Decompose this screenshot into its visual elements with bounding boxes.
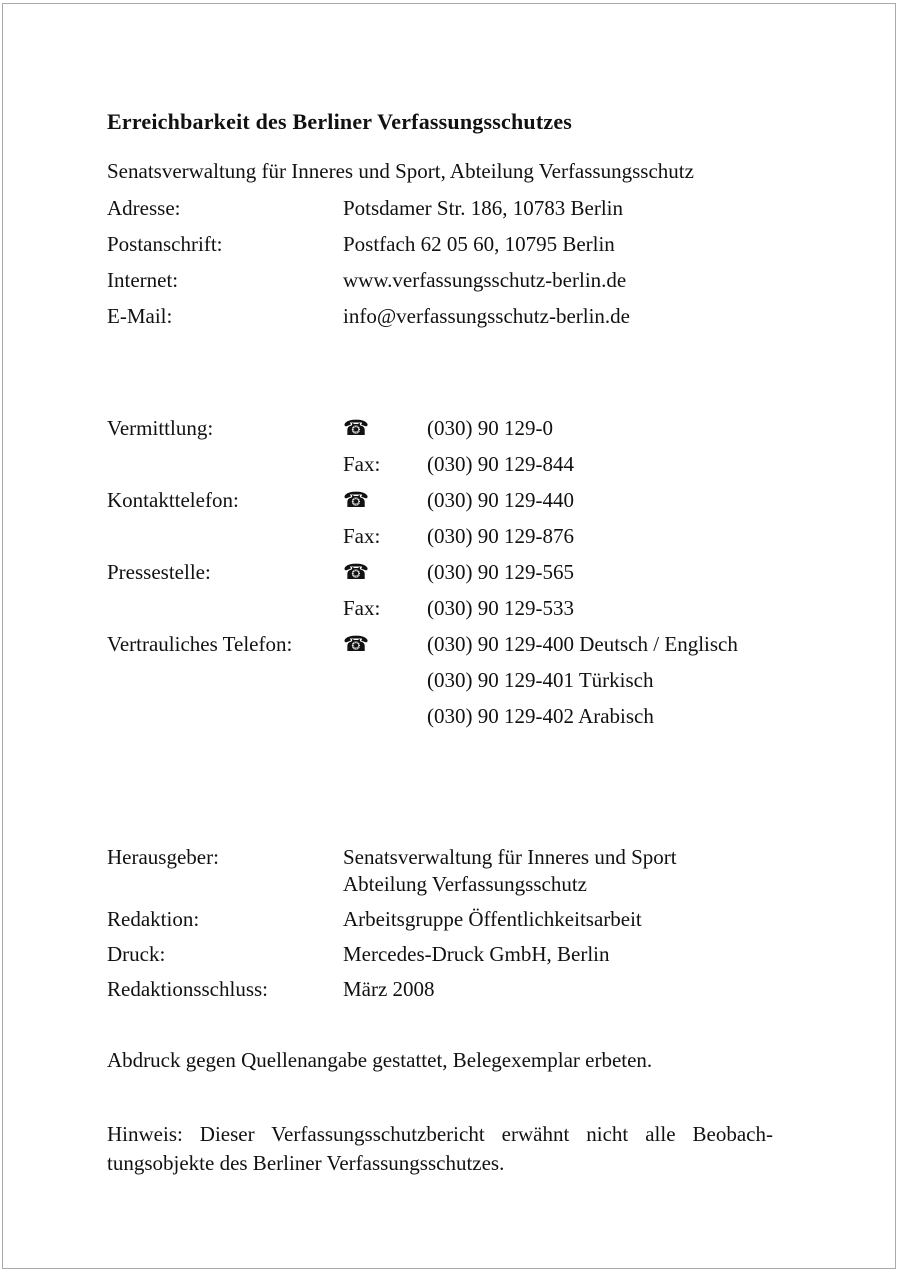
phone-number: (030) 90 129-565 [427, 560, 574, 584]
contact-row-email [107, 298, 773, 334]
imprint-value: Arbeitsgruppe Öffentlichkeitsarbeit [343, 907, 642, 931]
contact-value: Postfach 62 05 60, 10795 Berlin [343, 232, 615, 256]
phone-row-fax [107, 590, 773, 626]
fax-label: Fax: [343, 596, 381, 620]
imprint-row-redaktionsschluss [107, 976, 773, 1003]
page-content [3, 4, 895, 1178]
hinweis-note [107, 1120, 773, 1178]
fax-label: Fax: [343, 524, 381, 548]
phone-number: (030) 90 129-401 Türkisch [427, 668, 654, 692]
contact-label: Adresse: [107, 196, 181, 220]
hinweis-line-1: Hinweis: Dieser Verfassungsschutzbericht erwähnt nicht alle Beobach- [107, 1122, 773, 1146]
fax-number: (030) 90 129-876 [427, 524, 574, 548]
subtitle-department: Senatsverwaltung für Inneres und Sport, Abteilung Verfassungsschutz [107, 159, 694, 183]
phone-icon: ☎ [343, 416, 370, 440]
contact-label: Internet: [107, 268, 179, 292]
imprint-row-herausgeber [107, 844, 773, 898]
imprint-value: März 2008 [343, 977, 435, 1001]
phone-icon: ☎ [343, 560, 370, 584]
phone-row-tuerkisch [107, 662, 773, 698]
fax-number: (030) 90 129-844 [427, 452, 574, 476]
phone-number: (030) 90 129-400 Deutsch / Englisch [427, 632, 738, 656]
imprint-label: Druck: [107, 942, 166, 966]
phone-row-fax [107, 446, 773, 482]
phone-row-vertrauliches-telefon [107, 626, 773, 662]
phone-number: (030) 90 129-440 [427, 488, 574, 512]
phone-row-arabisch [107, 698, 773, 734]
phone-icon: ☎ [343, 632, 370, 656]
fax-label: Fax: [343, 452, 381, 476]
reprint-permission-note: Abdruck gegen Quellenangabe gestattet, Belegexemplar erbeten. [107, 1048, 653, 1072]
contact-label: Postanschrift: [107, 232, 223, 256]
contact-value: Potsdamer Str. 186, 10783 Berlin [343, 196, 623, 220]
phone-label: Kontakttelefon: [107, 488, 239, 512]
imprint-label: Herausgeber: [107, 845, 219, 869]
website-url: www.verfassungsschutz-berlin.de [343, 268, 627, 292]
phone-label: Vertrauliches Telefon: [107, 632, 293, 656]
document-page [2, 3, 896, 1269]
imprint-label: Redaktion: [107, 907, 200, 931]
imprint-row-druck [107, 941, 773, 968]
phone-row-pressestelle [107, 554, 773, 590]
contact-row-postanschrift [107, 226, 773, 262]
phone-number: (030) 90 129-402 Arabisch [427, 704, 654, 728]
email-address: info@verfassungsschutz-berlin.de [343, 304, 631, 328]
imprint-value-line: Senatsverwaltung für Inneres und Sport [343, 845, 677, 869]
imprint-value-line: Abteilung Verfassungsschutz [343, 872, 587, 896]
phone-label: Vermittlung: [107, 416, 214, 440]
imprint-row-redaktion [107, 906, 773, 933]
contact-label: E-Mail: [107, 304, 173, 328]
hinweis-line-2: tungsobjekte des Berliner Verfassungsschutzes. [107, 1151, 505, 1175]
contact-address-block [107, 190, 773, 334]
phone-label: Pressestelle: [107, 560, 211, 584]
fax-number: (030) 90 129-533 [427, 596, 574, 620]
phone-row-fax [107, 518, 773, 554]
imprint-label: Redaktionsschluss: [107, 977, 268, 1001]
imprint-value: Mercedes-Druck GmbH, Berlin [343, 942, 610, 966]
phone-icon: ☎ [343, 488, 370, 512]
contact-row-internet [107, 262, 773, 298]
phone-row-kontakttelefon [107, 482, 773, 518]
imprint-value [343, 844, 773, 898]
imprint-block [107, 844, 773, 1003]
phone-row-vermittlung [107, 410, 773, 446]
contact-row-adresse [107, 190, 773, 226]
phone-numbers-block [107, 410, 773, 734]
phone-number: (030) 90 129-0 [427, 416, 553, 440]
page-title: Erreichbarkeit des Berliner Verfassungsschutzes [107, 109, 573, 134]
